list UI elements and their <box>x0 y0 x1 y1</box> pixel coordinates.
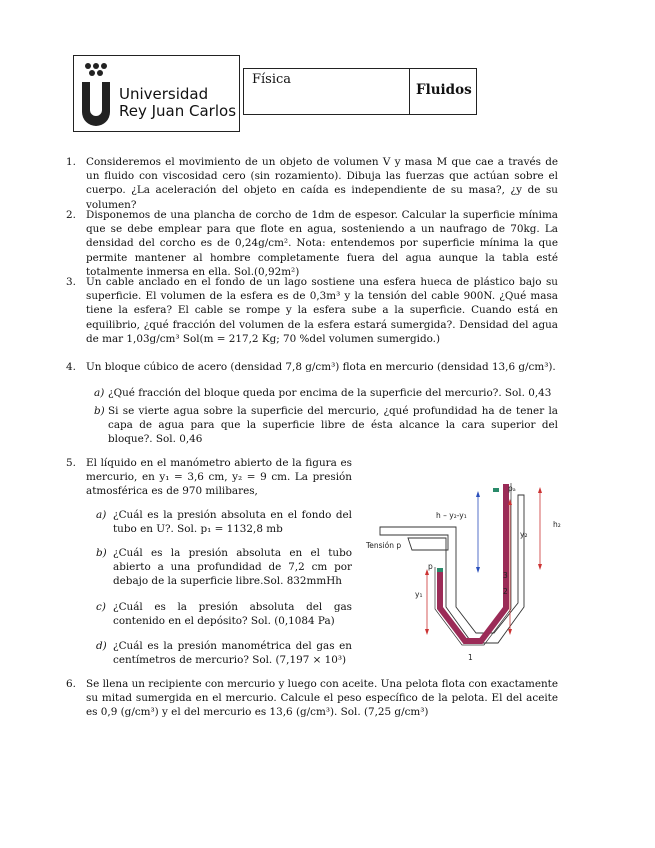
university-logo <box>73 55 240 132</box>
problem-number: 2. <box>66 209 76 221</box>
problem-number: 3. <box>66 276 76 288</box>
label-tension: Tensión p <box>366 541 402 550</box>
problem-5b: ¿Cuál es la presión absoluta en el tubo abierto a una profundidad de 7,2 cm por debajo de la superficie libre.Sol. 832mmHh <box>113 547 352 588</box>
sub-label: d) <box>96 640 107 652</box>
sub-label: a) <box>94 387 105 399</box>
label-y1: y₁ <box>415 590 423 599</box>
sub-label: c) <box>96 601 106 613</box>
problem-5d: ¿Cuál es la presión manométrica del gas en centímetros de mercurio? Sol. (7,197 × 10³) <box>113 640 352 667</box>
problem-4a: ¿Qué fracción del bloque queda por encima de la superficie del mercurio?. Sol. 0,43 <box>108 387 552 399</box>
manometer-figure <box>360 472 580 662</box>
sub-label: a) <box>96 509 107 521</box>
problem-3: Un cable anclado en el fondo de un lago sostiene una esfera hueca de plástico bajo su superficie. El volumen de la esfera es de 0,3m³ y la tensión del cable 900N. ¿Qué masa tiene la esfera? El cable se rompe y la esfera sube a la superficie. Cuando está en equilibrio, ¿qué fracción del volumen de la esfera estará sumergida?. Densidad del agua de mar 1,03g/cm³ Sol(m = 217,2 Kg; 70 %del volumen sumergido.) <box>86 276 558 345</box>
header-box <box>243 68 477 115</box>
label-h2: h₂ <box>553 520 561 529</box>
sub-label: b) <box>96 547 107 559</box>
label-p: p <box>428 562 433 571</box>
label-pa: pₐ <box>508 484 516 493</box>
problem-number: 4. <box>66 361 76 373</box>
topic-title: Fluidos <box>416 82 472 98</box>
problem-5a: ¿Cuál es la presión absoluta en el fondo del tubo en U?. Sol. p₁ = 1132,8 mb <box>113 509 352 536</box>
label-h-diff: h – y₂-y₁ <box>436 511 467 520</box>
label-3: 3 <box>503 571 508 580</box>
problem-5: El líquido en el manómetro abierto de la figura es mercurio, en y₁ = 3,6 cm, y₂ = 9 cm. La presión atmosférica es de 970 milibares, <box>86 457 352 498</box>
problem-6: Se llena un recipiente con mercurio y luego con aceite. Una pelota flota con exactamente su mitad sumergida en el mercurio. Calcule el peso específico de la pelota. El del aceite es 0,9 (g/cm³) y el del mercurio es 13,6 (g/cm³). Sol. (7,25 g/cm³) <box>86 678 558 719</box>
problem-4: Un bloque cúbico de acero (densidad 7,8 g/cm³) flota en mercurio (densidad 13,6 g/cm³). <box>86 361 556 373</box>
subject-label: Física <box>252 72 292 87</box>
problem-number: 5. <box>66 457 76 469</box>
problem-5c: ¿Cuál es la presión absoluta del gas contenido en el depósito? Sol. (0,1084 Pa) <box>113 601 352 628</box>
problem-number: 6. <box>66 678 76 690</box>
problem-number: 1. <box>66 156 76 168</box>
sub-label: b) <box>94 405 105 417</box>
problem-4b: Si se vierte agua sobre la superficie del mercurio, ¿qué profundidad ha de tener la capa de agua para que la superficie libre de ésta alcance la cara superior del bloque?. Sol. 0,46 <box>108 405 558 446</box>
mercury-column <box>440 484 506 641</box>
problem-1: Consideremos el movimiento de un objeto de volumen V y masa M que cae a través de un fluido con viscosidad cero (sin rozamiento). Dibuja las fuerzas que actúan sobre el cuerpo. ¿La aceleración del objeto en caída es independiente de su masa?, ¿y de su volumen? <box>86 156 558 211</box>
problem-2: Disponemos de una plancha de corcho de 1dm de espesor. Calcular la superficie mínima que se debe emplear para que flote en agua, sosteniendo a un naufrago de 70kg. La densidad del corcho es de 0,24g/cm². Nota: entendemos por superficie mínima la que permite mantener al hombre completamente fuera del agua aunque la tabla esté totalmente inmersa en ella. Sol.(0,92m²) <box>86 209 558 278</box>
label-1: 1 <box>468 653 473 662</box>
label-2: 2 <box>503 587 508 596</box>
label-y2: y₂ <box>520 530 528 539</box>
university-name: Universidad Rey Juan Carlos <box>119 85 237 120</box>
